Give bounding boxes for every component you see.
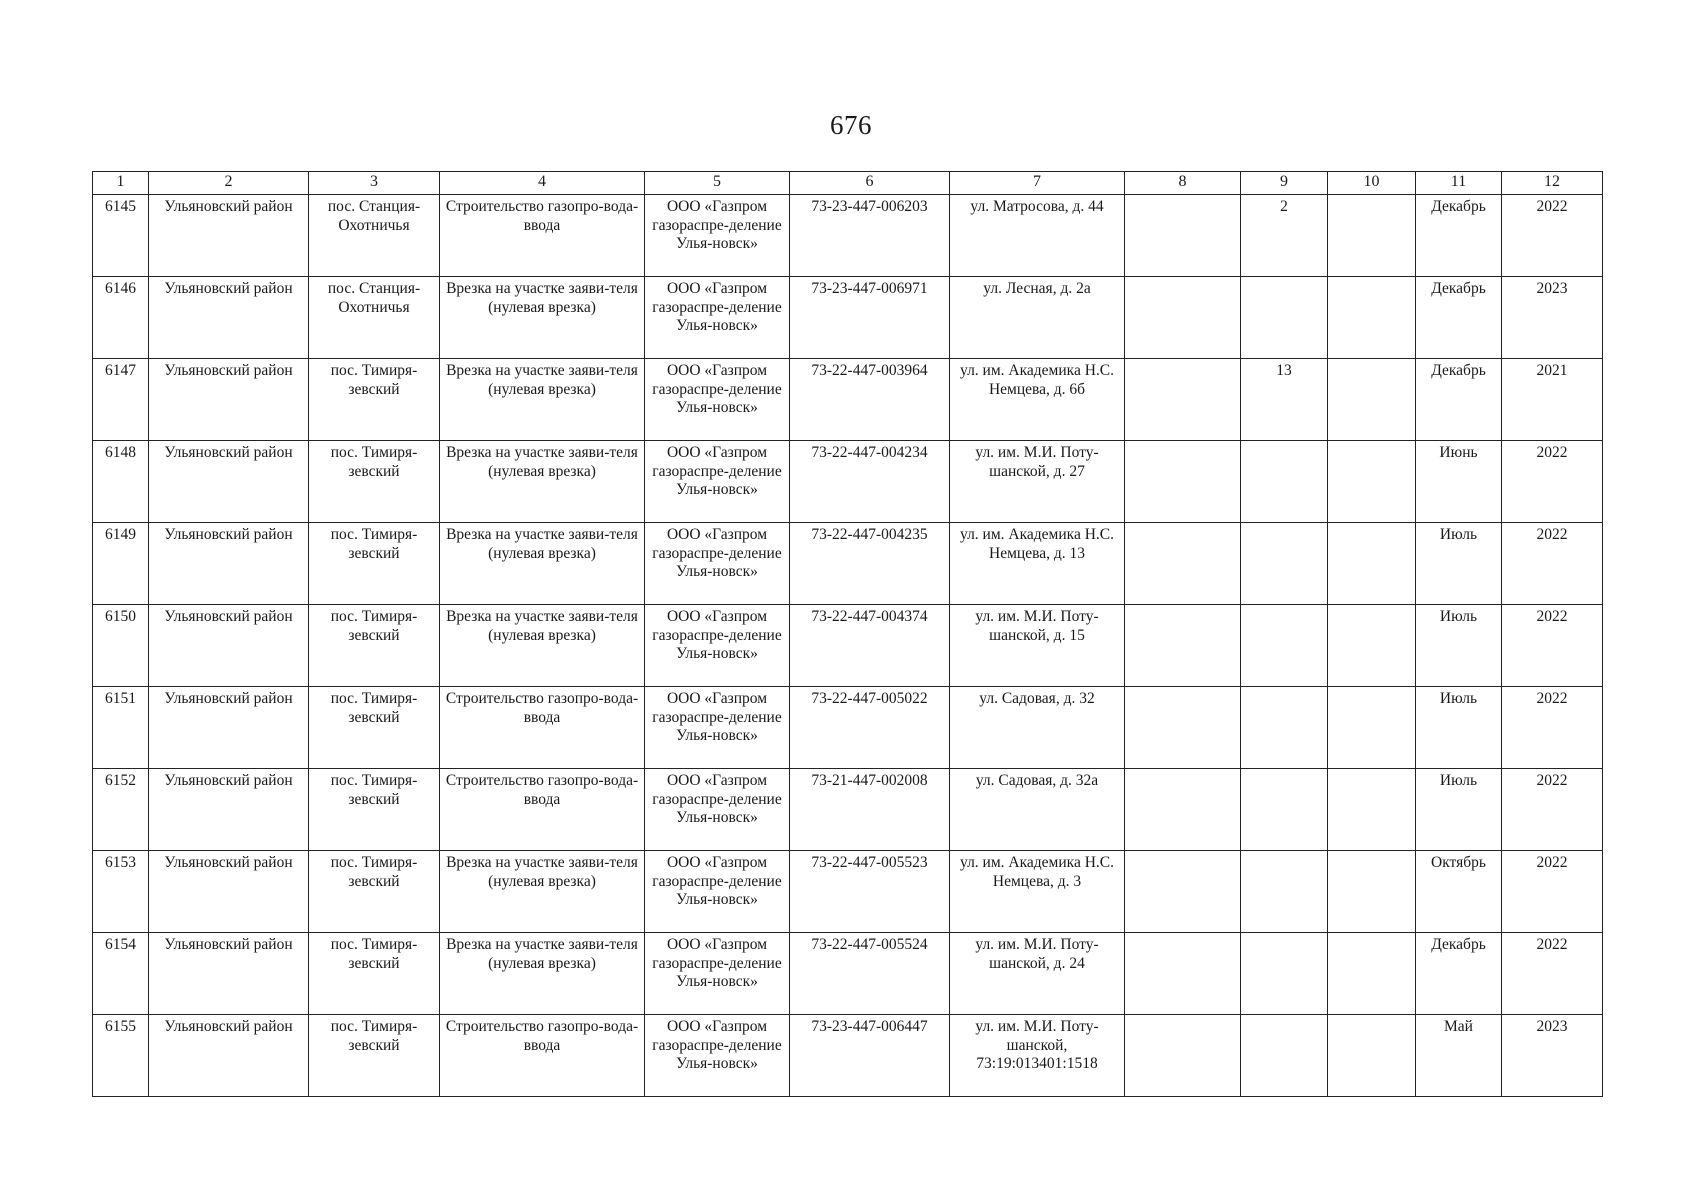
district-cell: Ульяновский район xyxy=(149,687,309,769)
district-cell: Ульяновский район xyxy=(149,769,309,851)
year-cell: 2021 xyxy=(1502,359,1603,441)
district-cell: Ульяновский район xyxy=(149,277,309,359)
column-8-cell xyxy=(1125,1015,1241,1097)
settlement-cell: пос. Тимиря-зевский xyxy=(309,851,440,933)
column-header: 3 xyxy=(309,172,440,195)
year-cell: 2022 xyxy=(1502,933,1603,1015)
year-cell: 2022 xyxy=(1502,523,1603,605)
table-row xyxy=(93,277,1603,359)
column-9-cell xyxy=(1241,933,1328,1015)
work-type-cell: Строительство газопро-вода-ввода xyxy=(440,1015,645,1097)
column-header: 5 xyxy=(645,172,790,195)
column-8-cell xyxy=(1125,851,1241,933)
object-code-cell: 73-22-447-004234 xyxy=(790,441,950,523)
organization-cell: ООО «Газпром газораспре-деление Улья-новск» xyxy=(645,1015,790,1097)
column-header: 6 xyxy=(790,172,950,195)
address-cell: ул. им. Академика Н.С. Немцева, д. 6б xyxy=(950,359,1125,441)
column-header: 9 xyxy=(1241,172,1328,195)
column-header: 12 xyxy=(1502,172,1603,195)
row-number: 6149 xyxy=(93,523,149,605)
address-cell: ул. им. Академика Н.С. Немцева, д. 3 xyxy=(950,851,1125,933)
table-row xyxy=(93,687,1603,769)
year-cell: 2023 xyxy=(1502,1015,1603,1097)
column-8-cell xyxy=(1125,523,1241,605)
column-header: 2 xyxy=(149,172,309,195)
row-number: 6151 xyxy=(93,687,149,769)
object-code-cell: 73-22-447-005022 xyxy=(790,687,950,769)
month-cell: Декабрь xyxy=(1416,359,1502,441)
month-cell: Май xyxy=(1416,1015,1502,1097)
table-body xyxy=(93,195,1603,1097)
work-type-cell: Строительство газопро-вода-ввода xyxy=(440,687,645,769)
registry-table xyxy=(92,171,1603,1097)
column-8-cell xyxy=(1125,687,1241,769)
column-8-cell xyxy=(1125,933,1241,1015)
column-10-cell xyxy=(1328,359,1416,441)
object-code-cell: 73-23-447-006203 xyxy=(790,195,950,277)
work-type-cell: Врезка на участке заяви-теля (нулевая врезка) xyxy=(440,523,645,605)
organization-cell: ООО «Газпром газораспре-деление Улья-новск» xyxy=(645,359,790,441)
district-cell: Ульяновский район xyxy=(149,933,309,1015)
table-row xyxy=(93,523,1603,605)
table-row xyxy=(93,933,1603,1015)
address-cell: ул. Садовая, д. 32а xyxy=(950,769,1125,851)
address-cell: ул. им. М.И. Поту-шанской, д. 24 xyxy=(950,933,1125,1015)
row-number: 6153 xyxy=(93,851,149,933)
column-10-cell xyxy=(1328,277,1416,359)
object-code-cell: 73-22-447-003964 xyxy=(790,359,950,441)
year-cell: 2022 xyxy=(1502,687,1603,769)
header-row xyxy=(93,172,1603,195)
organization-cell: ООО «Газпром газораспре-деление Улья-новск» xyxy=(645,195,790,277)
column-10-cell xyxy=(1328,523,1416,605)
column-8-cell xyxy=(1125,277,1241,359)
district-cell: Ульяновский район xyxy=(149,195,309,277)
column-9-cell xyxy=(1241,523,1328,605)
row-number: 6148 xyxy=(93,441,149,523)
address-cell: ул. Матросова, д. 44 xyxy=(950,195,1125,277)
address-cell: ул. им. М.И. Поту-шанской, 73:19:013401:1518 xyxy=(950,1015,1125,1097)
district-cell: Ульяновский район xyxy=(149,1015,309,1097)
table-row xyxy=(93,605,1603,687)
settlement-cell: пос. Станция-Охотничья xyxy=(309,195,440,277)
year-cell: 2022 xyxy=(1502,195,1603,277)
work-type-cell: Врезка на участке заяви-теля (нулевая врезка) xyxy=(440,851,645,933)
column-header: 1 xyxy=(93,172,149,195)
column-8-cell xyxy=(1125,195,1241,277)
page-number: 676 xyxy=(830,110,872,140)
row-number: 6146 xyxy=(93,277,149,359)
settlement-cell: пос. Тимиря-зевский xyxy=(309,441,440,523)
month-cell: Июль xyxy=(1416,523,1502,605)
column-header: 8 xyxy=(1125,172,1241,195)
address-cell: ул. им. М.И. Поту-шанской, д. 15 xyxy=(950,605,1125,687)
table-row xyxy=(93,851,1603,933)
month-cell: Июнь xyxy=(1416,441,1502,523)
work-type-cell: Врезка на участке заяви-теля (нулевая врезка) xyxy=(440,605,645,687)
address-cell: ул. им. Академика Н.С. Немцева, д. 13 xyxy=(950,523,1125,605)
organization-cell: ООО «Газпром газораспре-деление Улья-новск» xyxy=(645,933,790,1015)
year-cell: 2022 xyxy=(1502,851,1603,933)
column-8-cell xyxy=(1125,441,1241,523)
column-9-cell: 13 xyxy=(1241,359,1328,441)
settlement-cell: пос. Тимиря-зевский xyxy=(309,687,440,769)
column-10-cell xyxy=(1328,605,1416,687)
organization-cell: ООО «Газпром газораспре-деление Улья-новск» xyxy=(645,687,790,769)
district-cell: Ульяновский район xyxy=(149,523,309,605)
column-9-cell: 2 xyxy=(1241,195,1328,277)
row-number: 6155 xyxy=(93,1015,149,1097)
column-9-cell xyxy=(1241,769,1328,851)
column-9-cell xyxy=(1241,277,1328,359)
table-row xyxy=(93,195,1603,277)
row-number: 6154 xyxy=(93,933,149,1015)
column-8-cell xyxy=(1125,769,1241,851)
work-type-cell: Строительство газопро-вода-ввода xyxy=(440,195,645,277)
column-10-cell xyxy=(1328,933,1416,1015)
settlement-cell: пос. Тимиря-зевский xyxy=(309,523,440,605)
work-type-cell: Строительство газопро-вода-ввода xyxy=(440,769,645,851)
row-number: 6147 xyxy=(93,359,149,441)
column-8-cell xyxy=(1125,605,1241,687)
district-cell: Ульяновский район xyxy=(149,441,309,523)
work-type-cell: Врезка на участке заяви-теля (нулевая врезка) xyxy=(440,441,645,523)
object-code-cell: 73-21-447-002008 xyxy=(790,769,950,851)
district-cell: Ульяновский район xyxy=(149,359,309,441)
year-cell: 2023 xyxy=(1502,277,1603,359)
table-row xyxy=(93,769,1603,851)
column-header: 11 xyxy=(1416,172,1502,195)
object-code-cell: 73-22-447-004374 xyxy=(790,605,950,687)
month-cell: Июль xyxy=(1416,687,1502,769)
column-9-cell xyxy=(1241,1015,1328,1097)
settlement-cell: пос. Тимиря-зевский xyxy=(309,359,440,441)
column-10-cell xyxy=(1328,769,1416,851)
settlement-cell: пос. Станция-Охотничья xyxy=(309,277,440,359)
object-code-cell: 73-23-447-006447 xyxy=(790,1015,950,1097)
month-cell: Декабрь xyxy=(1416,933,1502,1015)
table-row xyxy=(93,441,1603,523)
work-type-cell: Врезка на участке заяви-теля (нулевая врезка) xyxy=(440,277,645,359)
column-10-cell xyxy=(1328,851,1416,933)
table-row xyxy=(93,1015,1603,1097)
row-number: 6152 xyxy=(93,769,149,851)
settlement-cell: пос. Тимиря-зевский xyxy=(309,605,440,687)
organization-cell: ООО «Газпром газораспре-деление Улья-новск» xyxy=(645,277,790,359)
column-10-cell xyxy=(1328,1015,1416,1097)
column-9-cell xyxy=(1241,441,1328,523)
column-9-cell xyxy=(1241,605,1328,687)
object-code-cell: 73-23-447-006971 xyxy=(790,277,950,359)
settlement-cell: пос. Тимиря-зевский xyxy=(309,933,440,1015)
column-10-cell xyxy=(1328,687,1416,769)
column-10-cell xyxy=(1328,195,1416,277)
table-row xyxy=(93,359,1603,441)
column-header: 7 xyxy=(950,172,1125,195)
address-cell: ул. Лесная, д. 2а xyxy=(950,277,1125,359)
column-10-cell xyxy=(1328,441,1416,523)
month-cell: Октябрь xyxy=(1416,851,1502,933)
year-cell: 2022 xyxy=(1502,441,1603,523)
month-cell: Июль xyxy=(1416,769,1502,851)
month-cell: Декабрь xyxy=(1416,195,1502,277)
year-cell: 2022 xyxy=(1502,769,1603,851)
column-8-cell xyxy=(1125,359,1241,441)
object-code-cell: 73-22-447-004235 xyxy=(790,523,950,605)
object-code-cell: 73-22-447-005524 xyxy=(790,933,950,1015)
organization-cell: ООО «Газпром газораспре-деление Улья-новск» xyxy=(645,851,790,933)
district-cell: Ульяновский район xyxy=(149,605,309,687)
column-header: 4 xyxy=(440,172,645,195)
organization-cell: ООО «Газпром газораспре-деление Улья-новск» xyxy=(645,441,790,523)
year-cell: 2022 xyxy=(1502,605,1603,687)
row-number: 6150 xyxy=(93,605,149,687)
column-9-cell xyxy=(1241,851,1328,933)
organization-cell: ООО «Газпром газораспре-деление Улья-новск» xyxy=(645,769,790,851)
object-code-cell: 73-22-447-005523 xyxy=(790,851,950,933)
organization-cell: ООО «Газпром газораспре-деление Улья-новск» xyxy=(645,523,790,605)
month-cell: Июль xyxy=(1416,605,1502,687)
settlement-cell: пос. Тимиря-зевский xyxy=(309,1015,440,1097)
address-cell: ул. Садовая, д. 32 xyxy=(950,687,1125,769)
district-cell: Ульяновский район xyxy=(149,851,309,933)
column-9-cell xyxy=(1241,687,1328,769)
settlement-cell: пос. Тимиря-зевский xyxy=(309,769,440,851)
row-number: 6145 xyxy=(93,195,149,277)
column-header: 10 xyxy=(1328,172,1416,195)
month-cell: Декабрь xyxy=(1416,277,1502,359)
address-cell: ул. им. М.И. Поту-шанской, д. 27 xyxy=(950,441,1125,523)
work-type-cell: Врезка на участке заяви-теля (нулевая врезка) xyxy=(440,933,645,1015)
work-type-cell: Врезка на участке заяви-теля (нулевая врезка) xyxy=(440,359,645,441)
organization-cell: ООО «Газпром газораспре-деление Улья-новск» xyxy=(645,605,790,687)
